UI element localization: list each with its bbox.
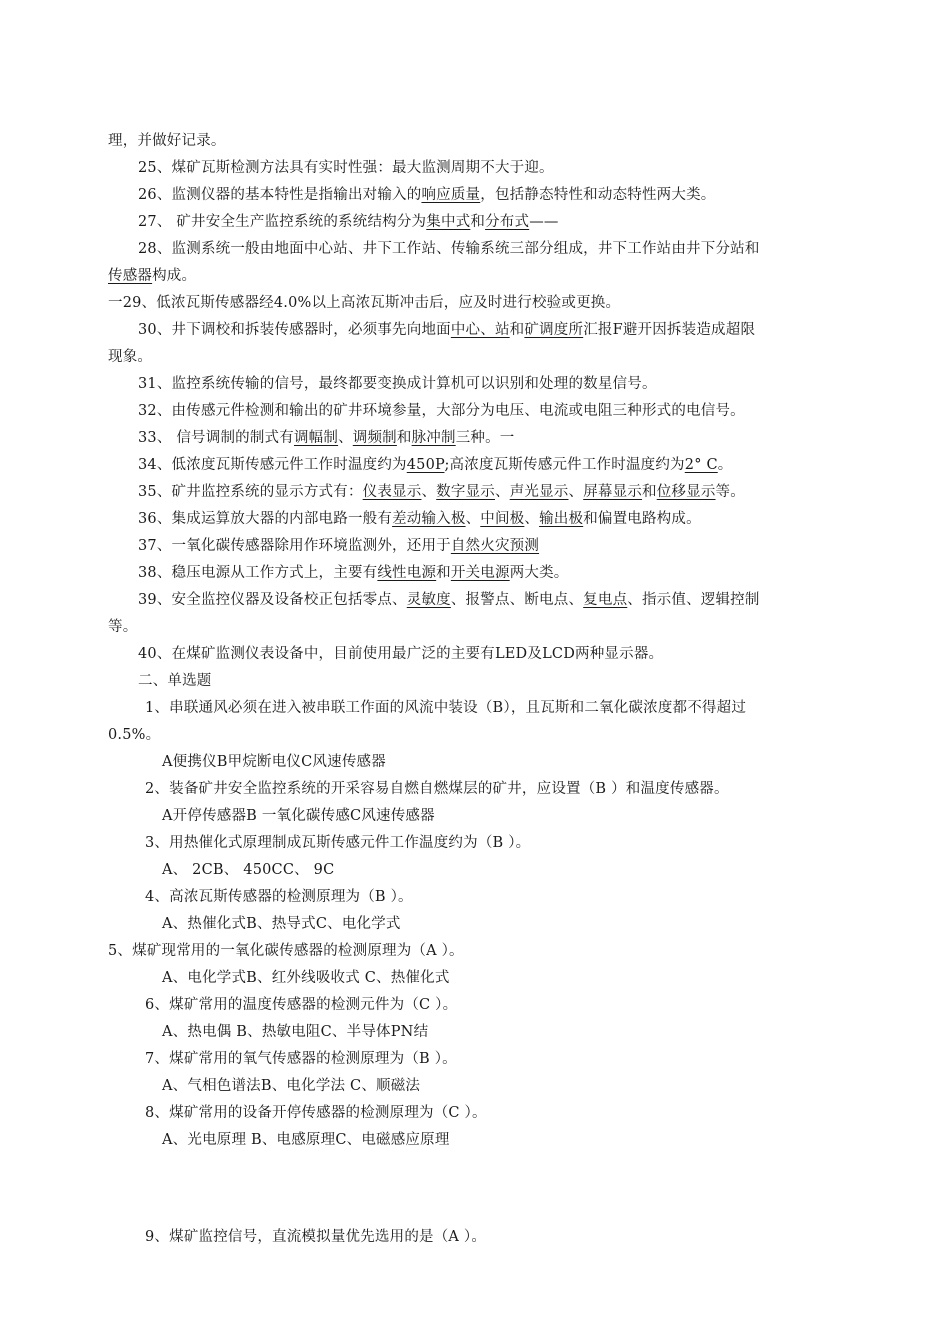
item-29: [108, 293, 620, 313]
line-text: 现象。: [108, 349, 153, 365]
question-3-options: [162, 860, 334, 880]
line-text: A、热电偶 B、热敏电阻C、半导体PN结: [162, 1024, 429, 1040]
item-39-cont: [108, 617, 137, 637]
answer-blank: 450P: [406, 457, 445, 473]
answer-blank: 矿调度所: [524, 322, 584, 338]
line-text: 4、高浓瓦斯传感器的检测原理为（B ）。: [145, 889, 413, 905]
line-text: 1、串联通风必须在进入被串联工作面的风流中装设（B），且瓦斯和二氧化碳浓度都不得超过: [145, 700, 747, 716]
line-text: 构成。: [152, 268, 197, 284]
answer-blank: 响应质量: [421, 187, 481, 203]
line-text: 40、在煤矿监测仪表设备中，目前使用最广泛的主要有LED及LCD两种显示器。: [138, 646, 664, 662]
question-4: [145, 887, 413, 907]
line-text: 、报警点、断电点、: [450, 592, 584, 608]
item-33: [138, 428, 515, 448]
line-text: 32、由传感元件检测和输出的矿井环境参量，大部分为电压、电流或电阻三种形式的电信号。: [138, 403, 745, 419]
answer-blank: 数字显示: [436, 484, 495, 500]
line-text: 、: [465, 511, 481, 527]
line-text: 33、 信号调制的制式有: [138, 430, 294, 446]
question-2-options: [162, 806, 435, 826]
line-text: A、电化学式B、红外线吸收式 C、热催化式: [162, 970, 450, 986]
question-5: [108, 941, 464, 961]
line-text: 和: [470, 214, 486, 230]
question-6-options: [162, 1022, 428, 1042]
item-38: [138, 563, 569, 583]
answer-blank: 输出极: [539, 511, 584, 527]
line-text: 二、单选题: [138, 673, 212, 689]
answer-blank: 脉冲制: [411, 430, 456, 446]
question-2: [145, 779, 729, 799]
line-text: 、: [494, 484, 510, 500]
line-text: 37、一氧化碳传感器除用作环境监测外，还用于: [138, 538, 451, 554]
line-text: A、 2CB、 450CC、 9C: [162, 862, 335, 878]
question-5-options: [162, 968, 450, 988]
answer-blank: 分布式: [485, 214, 530, 230]
line-text: 0.5%。: [108, 727, 161, 743]
line-text: 汇报F避开因拆装造成超限: [583, 322, 756, 338]
item-32: [138, 401, 745, 421]
item-40: [138, 644, 663, 664]
line-text: 26、监测仪器的基本特性是指输出对输入的: [138, 187, 422, 203]
question-3: [145, 833, 530, 853]
line-text: 等。: [108, 619, 138, 635]
answer-blank: 传感器: [108, 268, 153, 284]
item-30: [138, 320, 755, 340]
line-text: 、: [524, 511, 540, 527]
question-6: [145, 995, 457, 1015]
answer-blank: 差动输入极: [392, 511, 466, 527]
line-text: 、: [568, 484, 584, 500]
line-text: ，包括静态特性和动态特性两大类。: [480, 187, 716, 203]
line-text: 38、稳压电源从工作方式上，主要有: [138, 565, 378, 581]
item-34: [138, 455, 732, 475]
line-text: 39、安全监控仪器及设备校正包括零点、: [138, 592, 407, 608]
answer-blank: 自然火灾预测: [450, 538, 540, 554]
line-text: 34、低浓度瓦斯传感元件工作时温度约为: [138, 457, 407, 473]
line-text: 和: [642, 484, 657, 500]
line-text: 27、 矿井安全生产监控系统的系统结构分为: [138, 214, 427, 230]
answer-blank: 调幅制: [293, 430, 339, 446]
line-text: 理，并做好记录。: [108, 133, 226, 149]
line-text: 30、井下调校和拆装传感器时，必须事先向地面: [138, 322, 451, 338]
line-text: 和偏置电路构成。: [583, 511, 701, 527]
line-text: ;高浓度瓦斯传感元件工作时温度约为: [444, 457, 685, 473]
question-9: [145, 1227, 486, 1247]
line-text: 36、集成运算放大器的内部电路一般有: [138, 511, 393, 527]
line-text: A、热催化式B、热导式C、电化学式: [162, 916, 401, 932]
line-text: 7、煤矿常用的氧气传感器的检测原理为（B ）。: [145, 1051, 457, 1067]
answer-blank: 屏幕显示: [583, 484, 643, 500]
item-30-cont: [108, 347, 152, 367]
line-text: 2、装备矿井安全监控系统的开采容易自燃自燃煤层的矿井，应设置（B ）和温度传感器。: [145, 781, 729, 797]
line-text: 、: [421, 484, 437, 500]
line-text: 和: [509, 322, 525, 338]
line-text: 28、监测系统一般由地面中心站、井下工作站、传输系统三部分组成，井下工作站由井下分站和: [138, 241, 760, 257]
item-39: [138, 590, 760, 610]
line-text: 一29、低浓瓦斯传感器经4.0%以上高浓瓦斯冲击后，应及时进行校验或更换。: [108, 295, 621, 311]
question-4-options: [162, 914, 401, 934]
item-27: [138, 212, 559, 232]
answer-blank: 调频制: [352, 430, 397, 446]
answer-blank: 集中式: [426, 214, 471, 230]
answer-blank: 中心、站: [450, 322, 510, 338]
text-line: [108, 131, 226, 151]
line-text: ——: [529, 214, 559, 230]
line-text: A、光电原理 B、电感原理C、电磁感应原理: [162, 1132, 450, 1148]
line-text: 三种。一: [455, 430, 515, 446]
question-1-cont: [108, 725, 160, 745]
answer-blank: 声光显示: [509, 484, 569, 500]
line-text: A便携仪B甲烷断电仪C风速传感器: [162, 754, 386, 770]
line-text: 35、矿井监控系统的显示方式有：: [138, 484, 363, 500]
item-37: [138, 536, 539, 556]
answer-blank: 复电点: [583, 592, 628, 608]
item-26: [138, 185, 715, 205]
question-1-options: [162, 752, 386, 772]
line-text: 和: [396, 430, 412, 446]
line-text: 31、监控系统传输的信号，最终都要变换成计算机可以识别和处理的数星信号。: [138, 376, 657, 392]
answer-blank: 灵敏度: [406, 592, 451, 608]
question-7-options: [162, 1076, 420, 1096]
answer-blank: 中间极: [480, 511, 525, 527]
question-8: [145, 1103, 487, 1123]
answer-blank: 位移显示: [656, 484, 716, 500]
line-text: 、: [338, 430, 353, 446]
line-text: 两大类。: [509, 565, 569, 581]
line-text: A开停传感器B 一氧化碳传感C风速传感器: [162, 808, 435, 824]
line-text: 25、煤矿瓦斯检测方法具有实时性强：最大监测周期不大于迎。: [138, 160, 554, 176]
item-36: [138, 509, 701, 529]
item-28: [138, 239, 760, 259]
item-35: [138, 482, 745, 502]
answer-blank: 2° C: [684, 457, 718, 473]
line-text: 9、煤矿监控信号，直流模拟量优先选用的是（A ）。: [145, 1229, 487, 1245]
answer-blank: 线性电源: [377, 565, 437, 581]
item-25: [138, 158, 554, 178]
line-text: 。: [717, 457, 733, 473]
item-28-cont: [108, 266, 196, 286]
answer-blank: 开关电源: [450, 565, 510, 581]
line-text: 3、用热催化式原理制成瓦斯传感元件工作温度约为（B ）。: [145, 835, 531, 851]
section-heading: [138, 671, 212, 691]
line-text: 8、煤矿常用的设备开停传感器的检测原理为（C ）。: [145, 1105, 487, 1121]
line-text: A、气相色谱法B、电化学法 C、顺磁法: [162, 1078, 421, 1094]
question-1: [145, 698, 746, 718]
question-7: [145, 1049, 457, 1069]
line-text: 6、煤矿常用的温度传感器的检测元件为（C ）。: [145, 997, 458, 1013]
question-8-options: [162, 1130, 450, 1150]
item-31: [138, 374, 657, 394]
line-text: 和: [436, 565, 451, 581]
line-text: 5、煤矿现常用的一氧化碳传感器的检测原理为（A ）。: [108, 943, 464, 959]
line-text: 等。: [715, 484, 745, 500]
line-text: 、指示值、逻辑控制: [627, 592, 760, 608]
answer-blank: 仪表显示: [362, 484, 422, 500]
